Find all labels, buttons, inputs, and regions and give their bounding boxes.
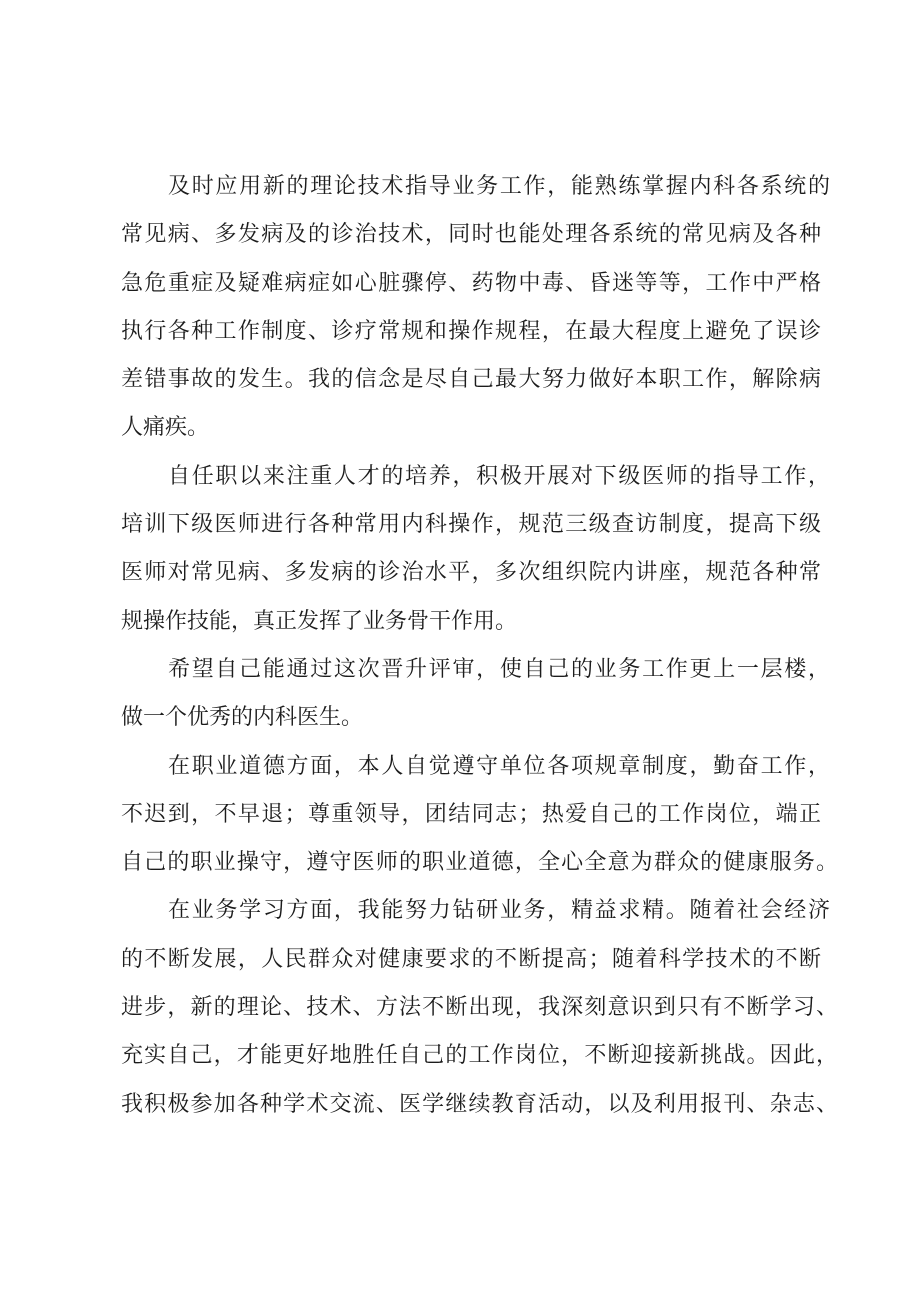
paragraph-duties xyxy=(121,163,920,453)
text-line: 及时应用新的理论技术指导业务工作，能熟练掌握内科各系统的 xyxy=(168,174,830,199)
paragraph-ethics xyxy=(121,743,920,888)
text-line: 自己的职业操守，遵守医师的职业道德，全心全意为群众的健康服务。 xyxy=(121,850,838,876)
text-line: 我积极参加各种学术交流、医学继续教育活动，以及利用报刊、杂志、 xyxy=(121,1091,838,1117)
paragraph-study xyxy=(121,887,920,1128)
text-line: 培训下级医师进行各种常用内科操作，规范三级查访制度，提高下级 xyxy=(121,512,821,538)
text-line: 在职业道德方面，本人自觉遵守单位各项规章制度，勤奋工作， xyxy=(168,753,830,779)
text-line: 做一个优秀的内科医生。 xyxy=(121,705,364,731)
text-line: 进步，新的理论、技术、方法不断出现，我深刻意识到只有不断学习、 xyxy=(121,995,838,1021)
text-line: 人痛疾。 xyxy=(121,415,210,441)
text-line: 的不断发展，人民群众对健康要求的不断提高；随着科学技术的不断 xyxy=(121,946,821,972)
text-line: 自任职以来注重人才的培养，积极开展对下级医师的指导工作， xyxy=(168,463,830,489)
paragraph-training xyxy=(121,453,920,646)
text-line: 在业务学习方面，我能努力钻研业务，精益求精。随着社会经济 xyxy=(168,898,830,924)
text-line: 医师对常见病、多发病的诊治水平，多次组织院内讲座，规范各种常 xyxy=(121,560,821,586)
text-line: 充实自己，才能更好地胜任自己的工作岗位，不断迎接新挑战。因此， xyxy=(121,1043,838,1069)
text-line: 急危重症及疑难病症如心脏骤停、药物中毒、昏迷等等，工作中严格 xyxy=(121,270,821,296)
text-line: 不迟到，不早退；尊重领导，团结同志；热爱自己的工作岗位，端正 xyxy=(121,801,821,827)
text-line: 常见病、多发病及的诊治技术，同时也能处理各系统的常见病及各种 xyxy=(121,222,821,248)
text-line: 希望自己能通过这次晋升评审，使自己的业务工作更上一层楼， xyxy=(168,656,830,682)
paragraph-hope xyxy=(121,646,920,743)
text-line: 执行各种工作制度、诊疗常规和操作规程，在最大程度上避免了误诊 xyxy=(121,318,821,344)
text-line: 规操作技能，真正发挥了业务骨干作用。 xyxy=(121,608,518,634)
text-line: 差错事故的发生。我的信念是尽自己最大努力做好本职工作，解除病 xyxy=(121,367,821,393)
